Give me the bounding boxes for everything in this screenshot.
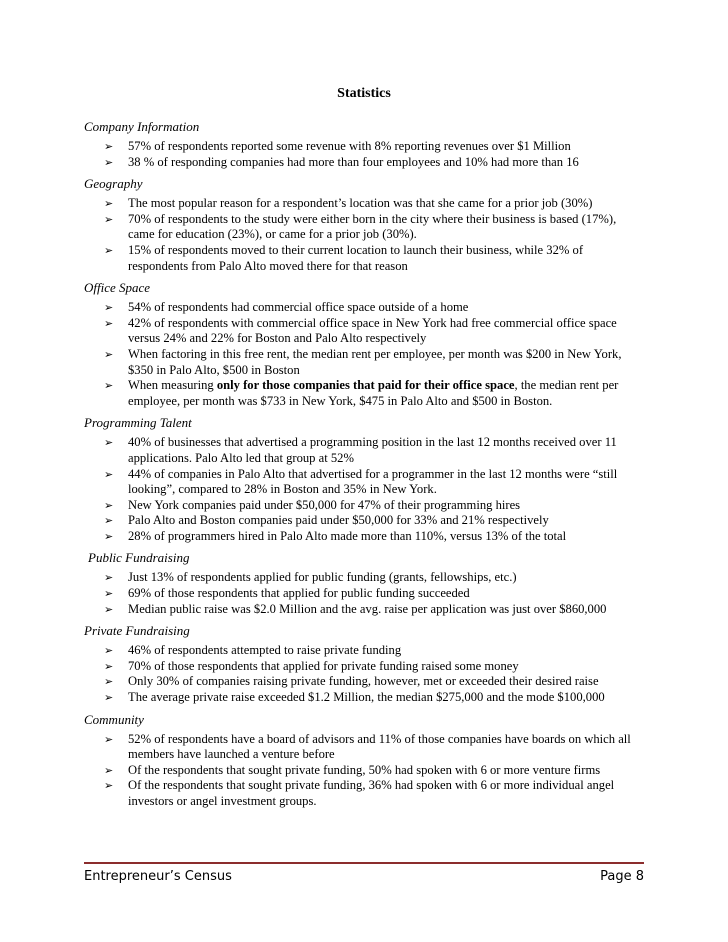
bullet-list: [84, 643, 644, 705]
list-item: [84, 300, 644, 316]
list-item: [84, 212, 644, 243]
list-item-text: 15% of respondents moved to their current location to launch their business, while 32% of respondents from Palo Alto moved there for that reason: [128, 242, 584, 273]
bullet-list: [84, 139, 644, 170]
section-heading: Community: [84, 711, 144, 727]
list-item-text: Palo Alto and Boston companies paid under $50,000 for 33% and 21% respectively: [128, 513, 549, 528]
section-public-fundraising: [84, 550, 644, 617]
arrow-bullet-icon: ➢: [104, 140, 114, 153]
list-item: [84, 316, 644, 347]
arrow-bullet-icon: ➢: [104, 763, 114, 777]
list-item-text: 69% of those respondents that applied for public funding succeeded: [128, 586, 470, 601]
bullet-list: [84, 732, 644, 810]
list-item: [84, 243, 644, 274]
list-item-text: When factoring in this free rent, the median rent per employee, per month was $200 in New York, $350 in Palo Alto, $500 in Boston: [128, 346, 622, 377]
list-item-text: Of the respondents that sought private funding, 50% had spoken with 6 or more venture firms: [128, 762, 601, 777]
footer-divider: [84, 862, 644, 864]
list-item: [84, 513, 644, 529]
arrow-bullet-icon: ➢: [104, 529, 114, 543]
page-title: Statistics: [337, 86, 391, 101]
list-item: [84, 435, 644, 466]
list-item: [84, 586, 644, 602]
arrow-bullet-icon: ➢: [104, 602, 114, 616]
list-item-text: 46% of respondents attempted to raise private funding: [128, 643, 402, 658]
list-item-text: Of the respondents that sought private funding, 36% had spoken with 6 or more individual angel investors or angel investment groups.: [128, 778, 615, 808]
arrow-bullet-icon: ➢: [104, 301, 114, 315]
content: [84, 119, 644, 816]
arrow-bullet-icon: ➢: [104, 243, 114, 257]
list-item-text: The average private raise exceeded $1.2 Million, the median $275,000 and the mode $100,000: [128, 690, 605, 705]
list-item: [84, 139, 644, 155]
list-item-text: 40% of businesses that advertised a programming position in the last 12 months received over 11 applications. Palo Alto led that group at 52%: [128, 435, 617, 465]
list-item-text-after: , the median rent per employee, per month was $733 in New York, $475 in Palo Alto and $500 in Boston.: [128, 378, 619, 408]
arrow-bullet-icon: ➢: [104, 347, 114, 361]
list-item: [84, 659, 644, 675]
arrow-bullet-icon: ➢: [104, 212, 114, 226]
section-heading: Programming Talent: [84, 415, 192, 431]
section-heading: Office Space: [84, 280, 151, 296]
list-item-text: 70% of those respondents that applied for private funding raised some money: [128, 658, 519, 673]
arrow-bullet-icon: ➢: [104, 644, 114, 658]
list-item: [84, 674, 644, 690]
section-heading: Private Fundraising: [84, 623, 190, 639]
arrow-bullet-icon: ➢: [104, 467, 114, 481]
section-community: [84, 712, 644, 810]
list-item-text: 42% of respondents with commercial office space in New York had free commercial office space versus 24% and 22% for Boston and Palo Alto respectively: [128, 315, 617, 346]
bullet-list: [84, 435, 644, 544]
section-heading: Public Fundraising: [88, 550, 190, 566]
footer-document-title: Entrepreneur’s Census: [84, 869, 232, 884]
section-programming-talent: [84, 415, 644, 544]
section-geography: [84, 176, 644, 274]
list-item: [84, 529, 644, 545]
list-item: [84, 498, 644, 514]
list-item: [84, 732, 644, 763]
arrow-bullet-icon: ➢: [104, 571, 114, 585]
section-heading: Geography: [84, 176, 143, 192]
section-office-space: [84, 280, 644, 409]
section-private-fundraising: [84, 623, 644, 705]
list-item-text: Just 13% of respondents applied for public funding (grants, fellowships, etc.): [128, 570, 517, 585]
list-item: [84, 467, 644, 498]
list-item: [84, 602, 644, 618]
bullet-list: [84, 196, 644, 274]
list-item: [84, 570, 644, 586]
list-item: [84, 378, 644, 409]
arrow-bullet-icon: ➢: [104, 155, 114, 169]
arrow-bullet-icon: ➢: [104, 779, 114, 793]
arrow-bullet-icon: ➢: [104, 197, 114, 211]
arrow-bullet-icon: ➢: [104, 732, 114, 746]
arrow-bullet-icon: ➢: [104, 498, 114, 512]
arrow-bullet-icon: ➢: [104, 675, 114, 689]
list-item: [84, 196, 644, 212]
list-item-text: Only 30% of companies raising private funding, however, met or exceeded their desired raise: [128, 674, 599, 689]
list-item-text: 54% of respondents had commercial office space outside of a home: [128, 300, 469, 315]
list-item-text: 28% of programmers hired in Palo Alto made more than 110%, versus 13% of the total: [128, 528, 567, 543]
arrow-bullet-icon: ➢: [104, 316, 114, 330]
arrow-bullet-icon: ➢: [104, 659, 114, 673]
arrow-bullet-icon: ➢: [104, 514, 114, 528]
list-item: [84, 763, 644, 779]
bullet-list: [84, 300, 644, 409]
list-item-text: New York companies paid under $50,000 for 47% of their programming hires: [128, 497, 521, 512]
arrow-bullet-icon: ➢: [104, 436, 114, 450]
section-heading: Company Information: [84, 119, 200, 134]
list-item-text-before: When measuring: [128, 378, 217, 393]
arrow-bullet-icon: ➢: [104, 691, 114, 705]
list-item-bold-text: only for those companies that paid for their office space: [216, 378, 515, 393]
list-item-text: 52% of respondents have a board of advisors and 11% of those companies have boards on which all members have launched a venture before: [128, 731, 631, 762]
arrow-bullet-icon: ➢: [104, 379, 114, 393]
list-item: [84, 643, 644, 659]
list-item: [84, 155, 644, 171]
arrow-bullet-icon: ➢: [104, 587, 114, 601]
list-item: [84, 690, 644, 706]
list-item-text: The most popular reason for a respondent’s location was that she came for a prior job (30%): [128, 196, 593, 211]
bullet-list: [84, 570, 644, 617]
list-item-text: 70% of respondents to the study were either born in the city where their business is based (17%), came for education (23%), or came for a prior job (30%).: [128, 211, 617, 242]
list-item: [84, 347, 644, 378]
list-item-text: 44% of companies in Palo Alto that advertised for a programmer in the last 12 months were “still looking”, compared to 28% in Boston and 35% in New York.: [128, 466, 618, 497]
section-company-information: [84, 119, 644, 170]
list-item: [84, 778, 644, 809]
list-item-text: 57% of respondents reported some revenue with 8% reporting revenues over $1 Million: [128, 139, 571, 153]
footer-page-number: Page 8: [600, 869, 644, 884]
list-item-text: 38 % of responding companies had more than four employees and 10% had more than 16: [128, 154, 579, 169]
list-item-text: Median public raise was $2.0 Million and the avg. raise per application was just over $860,000: [128, 601, 607, 616]
